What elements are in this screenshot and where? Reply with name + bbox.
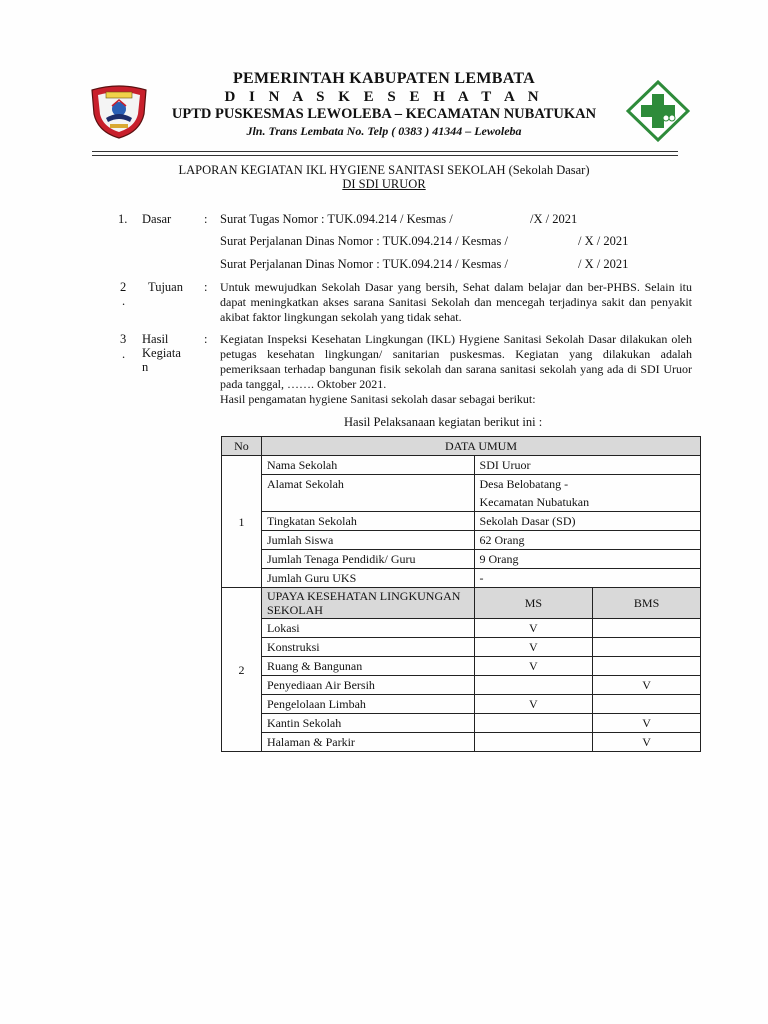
kabupaten-emblem-logo (88, 84, 150, 140)
bms-check (593, 695, 701, 714)
row-label: Tingkatan Sekolah (261, 512, 474, 531)
bms-check (593, 657, 701, 676)
header-ms: MS (474, 588, 593, 619)
row-value-text: SDI Uruor (479, 458, 531, 472)
row-value-text: Sekolah Dasar (SD) (479, 514, 576, 528)
bms-check: V (593, 733, 701, 752)
table-row (222, 512, 701, 531)
s1-line3-date: / X / 2021 (578, 257, 629, 271)
table-row (222, 676, 701, 695)
table-row (222, 695, 701, 714)
header-address: Jln. Trans Lembata No. Telp ( 0383 ) 41344 – Lewoleba (246, 124, 522, 138)
table-row (222, 733, 701, 752)
row-value-text: 9 Orang (479, 552, 519, 566)
s2-label: Tujuan (148, 280, 183, 294)
group2-header-label: UPAYA KESEHATAN LINGKUNGAN SEKOLAH (261, 588, 474, 619)
row-label: Nama Sekolah (261, 456, 474, 475)
s3-label-1: Hasil (142, 332, 169, 346)
header-data-umum: DATA UMUM (261, 437, 700, 456)
table-row (222, 619, 701, 638)
header-bms: BMS (593, 588, 701, 619)
row-value (474, 531, 700, 550)
ms-check: V (474, 638, 593, 657)
row-label: Jumlah Guru UKS (261, 569, 474, 588)
row-value-text: Desa Belobatang - (479, 477, 569, 491)
row-value-text: - (479, 571, 484, 585)
table-row (222, 714, 701, 733)
row-label: Ruang & Bangunan (261, 657, 474, 676)
header-divider-top (92, 151, 678, 152)
ms-check (474, 714, 593, 733)
ms-check: V (474, 695, 593, 714)
row-value-text-2: Kecamatan Nubatukan (479, 495, 590, 509)
s1-label: Dasar (142, 212, 172, 226)
header-divider-bottom (92, 155, 678, 156)
table-row (222, 569, 701, 588)
s3-colon: : (204, 332, 208, 346)
row-label: Jumlah Siswa (261, 531, 474, 550)
s1-line1-date: /X / 2021 (530, 212, 578, 226)
row-label: Pengelolaan Limbah (261, 695, 474, 714)
puskesmas-logo (626, 80, 690, 142)
row-label: Alamat Sekolah (261, 475, 474, 512)
header-puskesmas: UPTD PUSKESMAS LEWOLEBA – KECAMATAN NUBATUKAN (171, 106, 597, 122)
ms-check (474, 676, 593, 695)
ms-check (474, 733, 593, 752)
s3-label-3: n (142, 360, 149, 374)
s3-label-2: Kegiata (142, 346, 181, 360)
group2-header-row (222, 588, 701, 619)
row-value (474, 550, 700, 569)
header-department: D I N A S K E S E H A T A N (224, 89, 544, 105)
s3-number: 3 (120, 332, 127, 346)
s1-line2: Surat Perjalanan Dinas Nomor : TUK.094.214 / Kesmas / (220, 234, 508, 248)
results-table (221, 436, 701, 752)
bms-check (593, 619, 701, 638)
group2-number: 2 (222, 588, 262, 752)
s1-line2-date: / X / 2021 (578, 234, 629, 248)
table-row (222, 475, 701, 512)
row-value (474, 569, 700, 588)
row-label: Jumlah Tenaga Pendidik/ Guru (261, 550, 474, 569)
s2-colon: : (204, 280, 208, 294)
bms-check: V (593, 714, 701, 733)
s3-dot: . (122, 347, 126, 361)
header-government: PEMERINTAH KABUPATEN LEMBATA (232, 70, 536, 87)
row-label: Konstruksi (261, 638, 474, 657)
table-header-row (222, 437, 701, 456)
table-row (222, 657, 701, 676)
table-row (222, 456, 701, 475)
table-row (222, 531, 701, 550)
table-row (222, 550, 701, 569)
s1-colon: : (204, 212, 208, 226)
s2-dot: . (122, 294, 126, 308)
row-label: Penyediaan Air Bersih (261, 676, 474, 695)
s2-text: Untuk mewujudkan Sekolah Dasar yang bersih, Sehat dalam belajar dan ber-PHBS. Selain itu dapat meningkatkan akses sarana Sanitasi Sekolah dan mencegah terjadinya sakit dan penyakit akibat faktor lingkungan sekolah yang tidak sehat. (220, 280, 692, 324)
row-label: Kantin Sekolah (261, 714, 474, 733)
table-row (222, 638, 701, 657)
s1-line1: Surat Tugas Nomor : TUK.094.214 / Kesmas / (220, 212, 453, 226)
table-caption: Hasil Pelaksanaan kegiatan berikut ini : (344, 415, 543, 429)
s3-text: Kegiatan Inspeksi Kesehatan Lingkungan (IKL) Hygiene Sanitasi Sekolah Dasar dilakukan oleh petugas kesehatan lingkungan/ sanitarian puskesmas. Kegiatan yang dilakukan adalah pemeriksaan terhadap bangunan fisik sekolah dan sarana sanitasi sekolah yang ada di SDI Uruor pada tanggal, ……. Oktober 2021. (220, 332, 692, 391)
s2-number: 2 (120, 280, 127, 294)
row-value (474, 512, 700, 531)
row-label: Lokasi (261, 619, 474, 638)
bms-check: V (593, 676, 701, 695)
bms-check (593, 638, 701, 657)
ms-check: V (474, 619, 593, 638)
header-no: No (222, 437, 262, 456)
s1-line3: Surat Perjalanan Dinas Nomor : TUK.094.214 / Kesmas / (220, 257, 508, 271)
report-title: LAPORAN KEGIATAN IKL HYGIENE SANITASI SEKOLAH (Sekolah Dasar) (178, 163, 590, 177)
report-subtitle (100, 177, 668, 192)
row-value (474, 456, 700, 475)
report-subtitle-text: DI SDI URUOR (342, 177, 426, 191)
row-value (474, 475, 700, 512)
row-value-text: 62 Orang (479, 533, 525, 547)
group1-number: 1 (222, 456, 262, 588)
s3-text-2: Hasil pengamatan hygiene Sanitasi sekolah dasar sebagai berikut: (220, 392, 536, 406)
s1-number: 1. (118, 212, 128, 226)
ms-check: V (474, 657, 593, 676)
row-label: Halaman & Parkir (261, 733, 474, 752)
